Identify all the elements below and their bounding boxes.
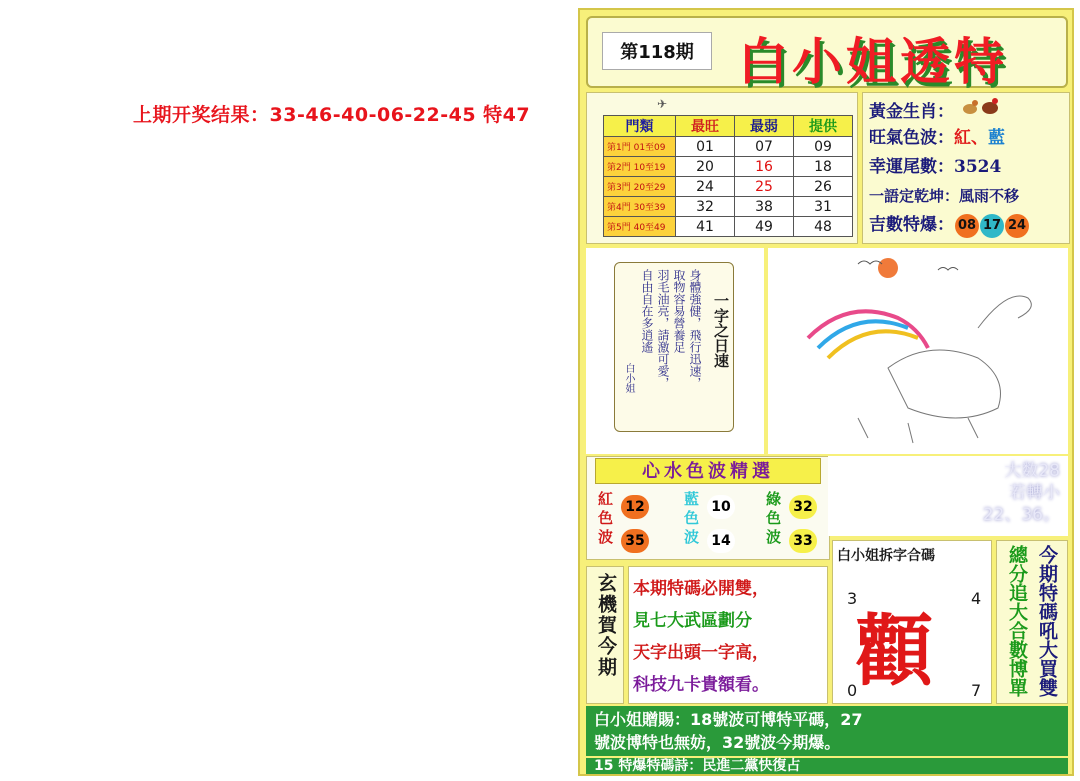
wave-sep: 、 (971, 128, 988, 148)
scroll-text: 羽毛油亮，請激可愛， (656, 269, 670, 389)
hint-line: 22、36。 (982, 505, 1060, 525)
tail-value: 3524 (954, 157, 1002, 177)
cell-weak: 38 (735, 197, 794, 217)
issue-number: 第118期 (602, 32, 712, 70)
poem-banner (586, 758, 1068, 774)
green-wave-num: 32 (789, 495, 817, 519)
phrase-value: 風雨不移 (959, 187, 1020, 205)
last-draw-result: 上期开奖结果：33-46-40-06-22-45 特47 (133, 104, 531, 126)
row-label: 第3門 20至29 (604, 177, 676, 197)
character-code-title: 白小姐拆字合碼 (837, 548, 935, 564)
lucky-label: 吉數特爆： (869, 215, 954, 235)
mystic-panel (586, 566, 624, 704)
table-row (604, 197, 853, 217)
scroll-title: 一字之日速 (712, 293, 730, 368)
code-character: 顴 (855, 606, 934, 697)
cell-weak: 07 (735, 137, 794, 157)
hint-panel (828, 456, 1068, 536)
color-wave-panel (586, 456, 830, 560)
page-number: 15 (594, 758, 614, 774)
blue-wave-num: 10 (707, 495, 735, 519)
lucky-row (869, 211, 1063, 240)
code-number: 4 (971, 589, 982, 608)
col-header: 最旺 (676, 116, 735, 137)
cell-hot: 01 (676, 137, 735, 157)
cell-hot: 32 (676, 197, 735, 217)
lottery-sheet (578, 8, 1074, 776)
blue-wave-num: 14 (707, 529, 735, 553)
cell-weak: 49 (735, 217, 794, 237)
scroll-text: 身體強健，飛行迅速， (688, 269, 702, 389)
hint-line: 若轉小 (1009, 483, 1060, 503)
tail-row (869, 153, 1063, 182)
green-wave-label: 綠色波 (764, 491, 782, 548)
flying-creature-image (768, 248, 1068, 454)
phrase-row (869, 182, 1063, 211)
info-panel (862, 92, 1070, 244)
code-number: 7 (971, 681, 982, 700)
verse-line: 見七大武區劃分 (633, 611, 752, 631)
green-wave-num: 33 (789, 529, 817, 553)
table-row (604, 137, 853, 157)
cell-weak: 16 (735, 157, 794, 177)
table-row (604, 217, 853, 237)
rooster-icon (960, 95, 1000, 117)
col-header: 提供 (794, 116, 853, 137)
table-header-row (604, 116, 853, 137)
special-code-panel (996, 540, 1068, 704)
zodiac-row (869, 95, 1063, 124)
special-col: 總分追大合數博單 (1006, 545, 1028, 697)
cell-hot: 24 (676, 177, 735, 197)
hint-text (983, 460, 1060, 526)
table-row (604, 157, 853, 177)
bird-illustration (768, 248, 1068, 454)
number-table (603, 115, 853, 237)
bird-icon: ✈ (657, 97, 668, 111)
hint-line: 大数28 (1004, 461, 1060, 481)
gift-line: 號波博特也無妨，32號波今期爆。 (594, 733, 841, 752)
cell-ref: 18 (794, 157, 853, 177)
cell-hot: 41 (676, 217, 735, 237)
red-wave-num: 35 (621, 529, 649, 553)
code-number: 0 (847, 681, 858, 700)
scroll-paper (614, 262, 734, 432)
row-label: 第1門 01至09 (604, 137, 676, 157)
scroll-text: 自由自在多逍遙 (640, 269, 654, 353)
cell-ref: 31 (794, 197, 853, 217)
wave-row (869, 124, 1063, 153)
col-header: 最弱 (735, 116, 794, 137)
special-col: 今期特碼吼大買雙 (1036, 545, 1058, 697)
scroll-panel (586, 248, 764, 454)
table-row (604, 177, 853, 197)
tail-label: 幸運尾數： (869, 157, 954, 177)
verse-panel (628, 566, 828, 704)
lucky-ball: 24 (1005, 214, 1029, 238)
row-label: 第2門 10至19 (604, 157, 676, 177)
gift-line: 白小姐贈賜：18號波可博特平碼，27 (594, 710, 863, 729)
row-label: 第4門 30至39 (604, 197, 676, 217)
poem-text: 特爆特碼詩：民進二黨快復占 (618, 758, 801, 774)
number-table-panel (586, 92, 858, 244)
cell-ref: 09 (794, 137, 853, 157)
verse-line: 本期特碼必開雙， (633, 579, 769, 599)
row-label: 第5門 40至49 (604, 217, 676, 237)
brand-title: 白小姐透特 (738, 32, 1008, 91)
cell-hot: 20 (676, 157, 735, 177)
red-wave-label: 紅色波 (596, 491, 614, 548)
lucky-ball: 17 (980, 214, 1004, 238)
scroll-text: 取物容易營養足 (672, 269, 686, 353)
character-code-panel (832, 540, 992, 704)
gift-banner (586, 706, 1068, 756)
code-number: 3 (847, 589, 858, 608)
blue-wave-label: 藍色波 (682, 491, 700, 548)
lucky-ball: 08 (955, 214, 979, 238)
zodiac-label: 黃金生肖： (869, 102, 954, 122)
cell-ref: 26 (794, 177, 853, 197)
wave-label: 旺氣色波： (869, 128, 954, 148)
verse-line: 天字出頭一字高， (633, 643, 769, 663)
scroll-signature: 白小姐 (623, 363, 634, 393)
col-header: 門類 (604, 116, 676, 137)
verse-line: 科技九卡貴額看。 (633, 675, 769, 695)
cell-weak: 25 (735, 177, 794, 197)
mystic-label: 玄機賀今期 (595, 573, 617, 678)
color-wave-title: 心水色波精選 (595, 458, 821, 484)
wave-red: 紅 (954, 128, 971, 148)
red-wave-num: 12 (621, 495, 649, 519)
wave-blue: 藍 (988, 128, 1005, 148)
sheet-header (586, 16, 1068, 91)
cell-ref: 48 (794, 217, 853, 237)
phrase-label: 一語定乾坤： (869, 187, 960, 205)
